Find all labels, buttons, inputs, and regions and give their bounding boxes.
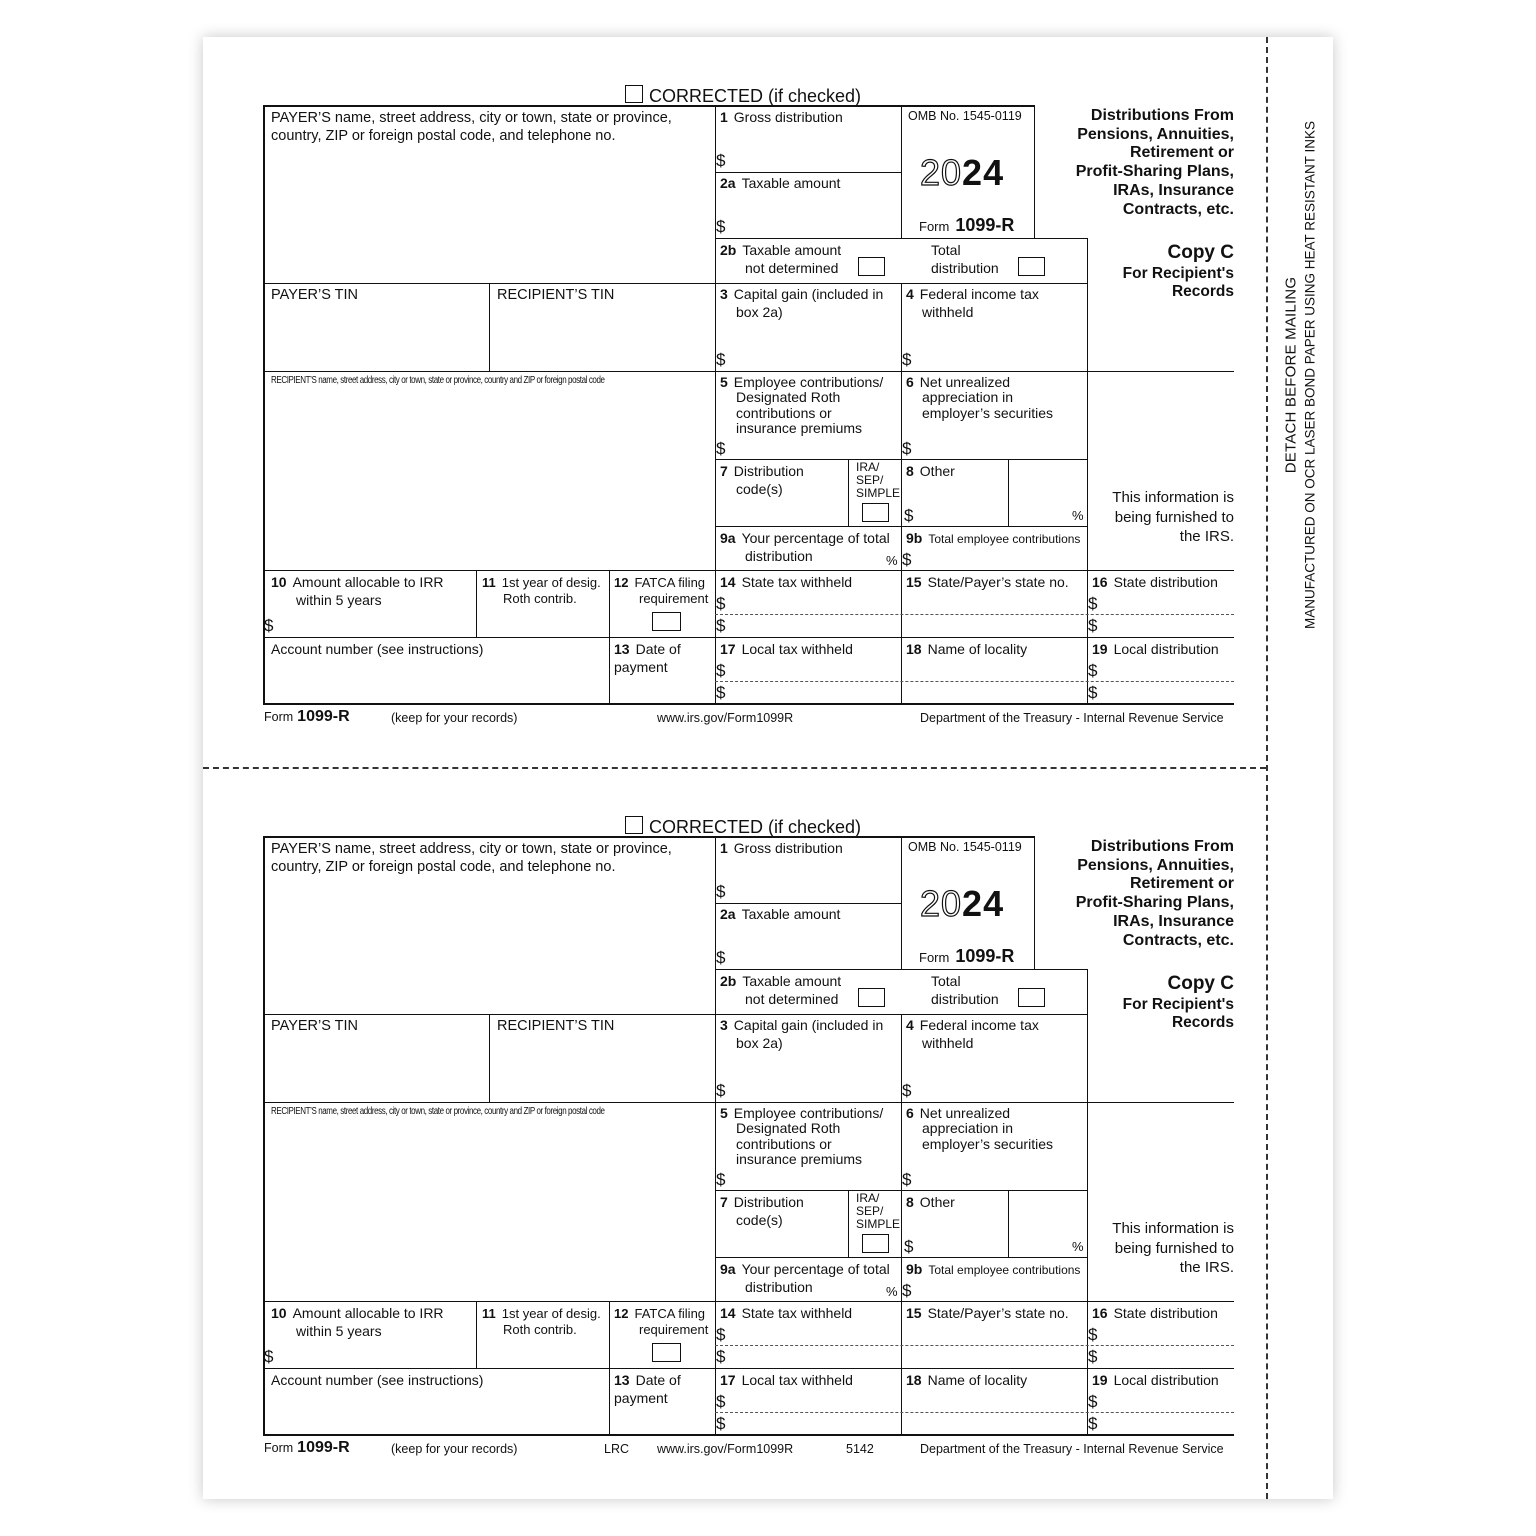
irs-notice: This information is being furnished to the IRS. <box>1112 489 1234 545</box>
footer-department: Department of the Treasury - Internal Revenue Service <box>920 711 1224 725</box>
box16-field-1[interactable]: $ <box>1088 1325 1098 1344</box>
footer-form-id: Form 1099-R <box>264 708 350 725</box>
recipient-name-label: RECIPIENT’S name, street address, city or town, state or province, country and ZIP or foreign postal code <box>271 375 605 386</box>
box3-label: 3 Capital gain (included in box 2a) <box>720 286 884 320</box>
box11-label: 11 1st year of desig. Roth contrib. <box>482 575 601 607</box>
box16-field-2[interactable]: $ <box>1088 616 1098 635</box>
box1-field[interactable]: $ <box>716 151 726 170</box>
payer-tin-label: PAYER’S TIN <box>271 287 359 303</box>
box18-label: 18 Name of locality <box>906 1372 1028 1388</box>
box16-label: 16 State distribution <box>1092 1305 1218 1321</box>
box10-label: 10 Amount allocable to IRR within 5 years <box>271 1305 444 1339</box>
box16-label: 16 State distribution <box>1092 574 1218 590</box>
box9a-label: 9a Your percentage of total distribution <box>720 530 890 564</box>
form-id: Form 1099-R <box>919 946 1015 966</box>
box8-field[interactable]: $ <box>904 1237 914 1256</box>
corrected-label: CORRECTED (if checked) <box>649 86 862 106</box>
box2b-checkbox[interactable] <box>858 988 885 1007</box>
box9a-percent: % <box>886 553 898 568</box>
footer-form-code: 5142 <box>846 1442 874 1456</box>
omb-number: OMB No. 1545-0119 <box>908 109 1022 123</box>
box10-label: 10 Amount allocable to IRR within 5 years <box>271 574 444 608</box>
payer-name-label: PAYER’S name, street address, city or town, state or province, country, ZIP or foreign postal code, and telephone no. <box>271 841 672 876</box>
box5-label: 5 Employee contributions/ Designated Roth contributions or insurance premiums <box>720 1105 884 1168</box>
fatca-checkbox[interactable] <box>652 612 681 631</box>
total-distribution-label: Total distribution <box>931 973 999 1007</box>
box10-field[interactable]: $ <box>264 1347 274 1366</box>
box7-label: 7 Distribution code(s) <box>720 463 804 497</box>
box5-field[interactable]: $ <box>716 1170 726 1189</box>
copy-c-label: Copy C For Recipient's Records <box>1122 973 1234 1032</box>
box16-field-1[interactable]: $ <box>1088 594 1098 613</box>
footer-department: Department of the Treasury - Internal Revenue Service <box>920 1442 1224 1456</box>
box14-field-2[interactable]: $ <box>716 1347 726 1366</box>
account-number-label: Account number (see instructions) <box>271 641 484 657</box>
box2b-label: 2b Taxable amount not determined <box>720 973 842 1007</box>
box2b-label: 2b Taxable amount not determined <box>720 242 842 276</box>
box3-field[interactable]: $ <box>716 1081 726 1100</box>
box3-field[interactable]: $ <box>716 350 726 369</box>
box9a-percent: % <box>886 1284 898 1299</box>
box4-field[interactable]: $ <box>902 1081 912 1100</box>
box2b-checkbox[interactable] <box>858 257 885 276</box>
total-distribution-checkbox[interactable] <box>1018 988 1045 1007</box>
ira-sep-simple-label: IRA/ SEP/ SIMPLE <box>856 460 901 501</box>
footer-keep: (keep for your records) <box>391 711 518 725</box>
box14-label: 14 State tax withheld <box>720 574 853 590</box>
box10-field[interactable]: $ <box>264 616 274 635</box>
box17-label: 17 Local tax withheld <box>720 1372 853 1388</box>
irs-notice: This information is being furnished to the IRS. <box>1112 1220 1234 1276</box>
box6-label: 6 Net unrealized appreciation in employer’s securities <box>906 374 1053 421</box>
box16-field-2[interactable]: $ <box>1088 1347 1098 1366</box>
box9a-label: 9a Your percentage of total distribution <box>720 1261 890 1295</box>
tax-year: 2024 <box>920 152 1005 193</box>
box13-label: 13 Date of payment <box>614 1372 681 1406</box>
recipient-tin-label: RECIPIENT’S TIN <box>497 287 615 303</box>
corrected-checkbox[interactable] <box>625 85 643 103</box>
box14-field-1[interactable]: $ <box>716 1325 726 1344</box>
form-copy-top <box>0 0 1536 725</box>
total-distribution-checkbox[interactable] <box>1018 257 1045 276</box>
ira-sep-simple-checkbox[interactable] <box>862 503 889 522</box>
tax-year: 2024 <box>920 883 1005 924</box>
box2a-field[interactable]: $ <box>716 217 726 236</box>
box17-label: 17 Local tax withheld <box>720 641 853 657</box>
copy-c-label: Copy C For Recipient's Records <box>1122 242 1234 301</box>
box6-field[interactable]: $ <box>902 439 912 458</box>
box19-field-2[interactable]: $ <box>1088 1414 1098 1433</box>
account-number-label: Account number (see instructions) <box>271 1372 484 1388</box>
box19-field-2[interactable]: $ <box>1088 683 1098 702</box>
recipient-tin-label: RECIPIENT’S TIN <box>497 1018 615 1034</box>
box15-label: 15 State/Payer’s state no. <box>906 574 1069 590</box>
corrected-checkbox[interactable] <box>625 816 643 834</box>
box8-percent: % <box>1072 1239 1084 1254</box>
paper-note: MANUFACTURED ON OCR LASER BOND PAPER USING HEAT RESISTANT INKS <box>1301 120 1317 630</box>
form-id: Form 1099-R <box>919 215 1015 235</box>
box19-label: 19 Local distribution <box>1092 641 1219 657</box>
box2a-field[interactable]: $ <box>716 948 726 967</box>
box8-percent: % <box>1072 508 1084 523</box>
payer-tin-label: PAYER’S TIN <box>271 1018 359 1034</box>
ira-sep-simple-checkbox[interactable] <box>862 1234 889 1253</box>
box1-field[interactable]: $ <box>716 882 726 901</box>
footer-form-id: Form 1099-R <box>264 1439 350 1456</box>
footer-url: www.irs.gov/Form1099R <box>657 711 794 725</box>
box11-label: 11 1st year of desig. Roth contrib. <box>482 1306 601 1338</box>
box14-field-1[interactable]: $ <box>716 594 726 613</box>
payer-name-label: PAYER’S name, street address, city or town, state or province, country, ZIP or foreign postal code, and telephone no. <box>271 110 672 145</box>
box8-label: 8 Other <box>906 463 955 479</box>
box2a-label: 2a Taxable amount <box>720 175 841 191</box>
box9b-field[interactable]: $ <box>902 1281 912 1300</box>
box6-field[interactable]: $ <box>902 1170 912 1189</box>
omb-number: OMB No. 1545-0119 <box>908 840 1022 854</box>
box17-field-2[interactable]: $ <box>716 1414 726 1433</box>
recipient-name-label: RECIPIENT’S name, street address, city or town, state or province, country and ZIP or foreign postal code <box>271 1106 605 1117</box>
box12-label: 12 FATCA filing requirement <box>614 575 709 607</box>
box8-label: 8 Other <box>906 1194 955 1210</box>
box1-label: 1 Gross distribution <box>720 840 843 856</box>
form-title: Distributions From Pensions, Annuities, Retirement or Profit-Sharing Plans, IRAs, Insurance Contracts, etc. <box>1075 838 1234 949</box>
box9b-label: 9b Total employee contributions <box>906 530 1081 546</box>
box17-field-1[interactable]: $ <box>716 661 726 680</box>
footer-keep: (keep for your records) <box>391 1442 518 1456</box>
box8-field[interactable]: $ <box>904 506 914 525</box>
fatca-checkbox[interactable] <box>652 1343 681 1362</box>
box14-label: 14 State tax withheld <box>720 1305 853 1321</box>
box3-label: 3 Capital gain (included in box 2a) <box>720 1017 884 1051</box>
box19-label: 19 Local distribution <box>1092 1372 1219 1388</box>
corrected-label: CORRECTED (if checked) <box>649 817 862 837</box>
box5-field[interactable]: $ <box>716 439 726 458</box>
box4-field[interactable]: $ <box>902 350 912 369</box>
box12-label: 12 FATCA filing requirement <box>614 1306 709 1338</box>
box4-label: 4 Federal income tax withheld <box>906 1017 1039 1051</box>
ira-sep-simple-label: IRA/ SEP/ SIMPLE <box>856 1191 901 1232</box>
box4-label: 4 Federal income tax withheld <box>906 286 1039 320</box>
box19-field-1[interactable]: $ <box>1088 1392 1098 1411</box>
box15-label: 15 State/Payer’s state no. <box>906 1305 1069 1321</box>
box17-field-2[interactable]: $ <box>716 683 726 702</box>
form-title: Distributions From Pensions, Annuities, Retirement or Profit-Sharing Plans, IRAs, Insurance Contracts, etc. <box>1075 107 1234 218</box>
box17-field-1[interactable]: $ <box>716 1392 726 1411</box>
footer-lrc: LRC <box>604 1442 630 1456</box>
box1-label: 1 Gross distribution <box>720 109 843 125</box>
box6-label: 6 Net unrealized appreciation in employer’s securities <box>906 1105 1053 1152</box>
box5-label: 5 Employee contributions/ Designated Roth contributions or insurance premiums <box>720 374 884 437</box>
box14-field-2[interactable]: $ <box>716 616 726 635</box>
box9b-label: 9b Total employee contributions <box>906 1261 1081 1277</box>
box18-label: 18 Name of locality <box>906 641 1028 657</box>
form-copy-bottom <box>0 731 1536 1456</box>
box13-label: 13 Date of payment <box>614 641 681 675</box>
footer-url: www.irs.gov/Form1099R <box>657 1442 794 1456</box>
box9b-field[interactable]: $ <box>902 550 912 569</box>
total-distribution-label: Total distribution <box>931 242 999 276</box>
detach-note: DETACH BEFORE MAILING <box>1282 276 1300 474</box>
box2a-label: 2a Taxable amount <box>720 906 841 922</box>
box19-field-1[interactable]: $ <box>1088 661 1098 680</box>
box7-label: 7 Distribution code(s) <box>720 1194 804 1228</box>
